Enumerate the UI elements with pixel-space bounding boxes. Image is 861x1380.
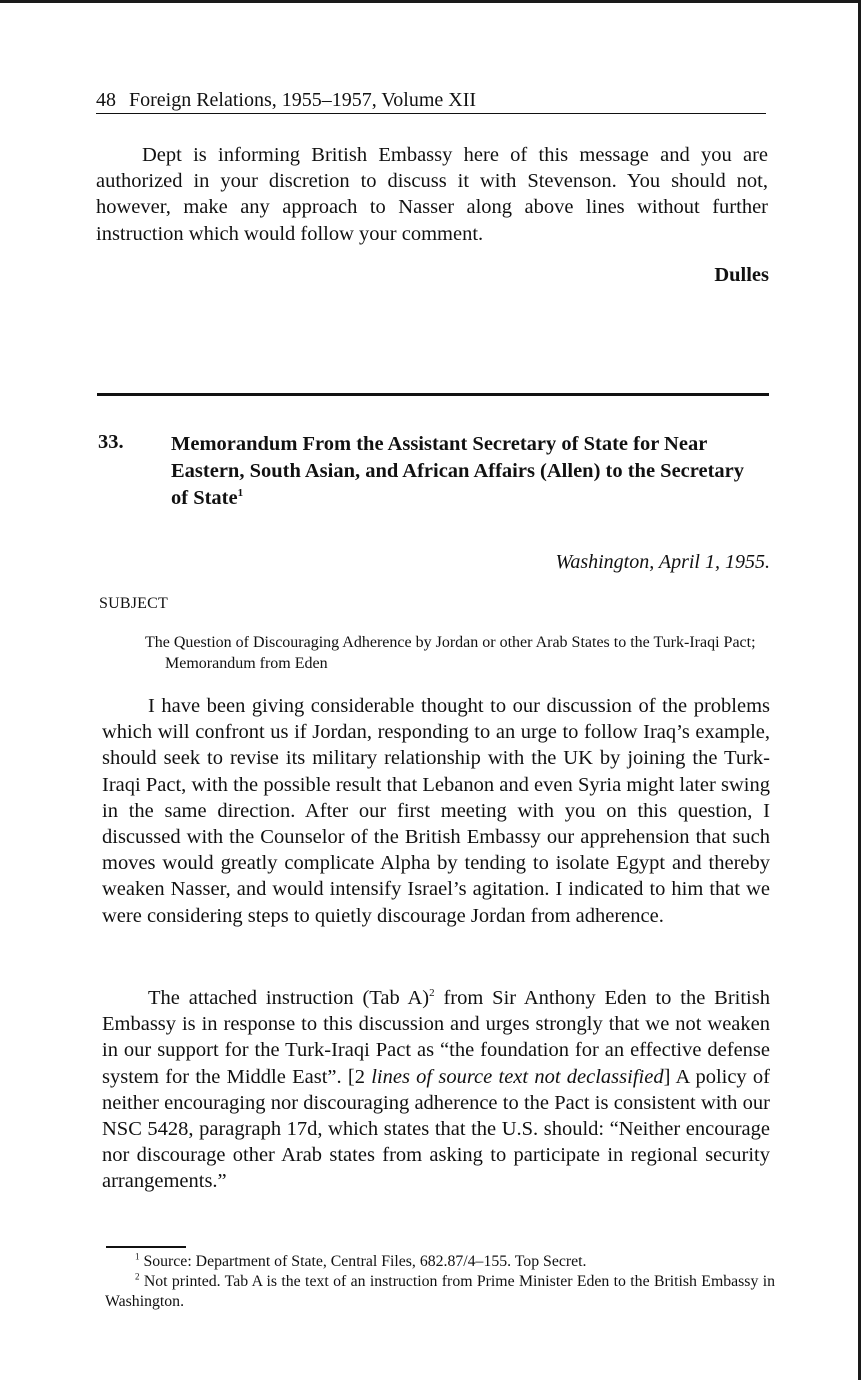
body-paragraph-1: I have been giving considerable thought to our discussion of the problems which will confront us if Jordan, responding to an urge to follow Iraq’s example, should seek to revise its military relationship with the UK by joining the Turk-Iraqi Pact, with the possible result that Lebanon and even Syria might later swing in the same direction. After our first meeting with you on this question, I discussed with the Counselor of the British Embassy our apprehension that such moves would greatly complicate Alpha by tending to isolate Egypt and thereby weaken Nasser, and would intensify Israel’s agitation. I indicated to him that we were considering steps to quietly discourage Jordan from adherence.: [102, 695, 770, 927]
page-number: 48: [96, 89, 116, 111]
document-number: 33.: [98, 431, 124, 453]
footnote-1: [105, 1252, 775, 1272]
body-paragraph-2-part-b: from Sir Anthony Eden to the British Embassy is in response to this discussion and urges strongly that we not weaken in our support for the Turk-Iraqi Pact as “the foundation for an effective defense system for the Middle East”. [2: [102, 987, 770, 1088]
footnote-1-text: Source: Department of State, Central Files, 682.87/4–155. Top Secret.: [143, 1253, 587, 1270]
subject-label: SUBJECT: [99, 595, 168, 612]
signature: Dulles: [714, 264, 769, 286]
footnote-ref-1: 1: [237, 487, 244, 500]
dateline: Washington, April 1, 1955.: [555, 551, 770, 573]
subject-text: The Question of Discouraging Adherence by Jordan or other Arab States to the Turk-Iraqi Pact; Memorandum from Eden: [145, 634, 756, 672]
document-title-text: Memorandum From the Assistant Secretary of State for Near Eastern, South Asian, and African Affairs (Allen) to the Secretary of State: [171, 433, 745, 509]
footnote-1-marker: 1: [135, 1251, 140, 1262]
footnote-rule: [106, 1246, 186, 1248]
document-separator-rule: [97, 393, 769, 396]
body-paragraph-2: [102, 985, 770, 1195]
scan-edge-top: [0, 0, 861, 3]
footnote-2-text: Not printed. Tab A is the text of an instruction from Prime Minister Eden to the British Embassy in Washington.: [105, 1273, 775, 1310]
document-title: [171, 431, 761, 512]
footnote-2-marker: 2: [135, 1271, 140, 1282]
series-title: Foreign Relations, 1955–1957, Volume XII: [129, 89, 477, 111]
body-paragraph-2-part-a: The attached instruction (Tab A): [148, 987, 430, 1009]
body-paragraph-2-part-c: ] A policy of neither encouraging nor discouraging adherence to the Pact is consistent with our NSC 5428, paragraph 17d, which states that the U.S. should: “Neither encourage nor discourage other Arab states from asking to participate in regional security arrangements.”: [102, 1065, 771, 1193]
footnote-2: [105, 1272, 775, 1312]
previous-document-closing-paragraph: Dept is informing British Embassy here of this message and you are authorized in your discretion to discuss it with Stevenson. You should not, however, make any approach to Nasser along above lines without further instruction which would follow your comment.: [96, 144, 768, 245]
editorial-note-italic: lines of source text not declassified: [371, 1065, 664, 1088]
footnote-ref-2: 2: [429, 987, 435, 1000]
running-head: [96, 88, 766, 114]
